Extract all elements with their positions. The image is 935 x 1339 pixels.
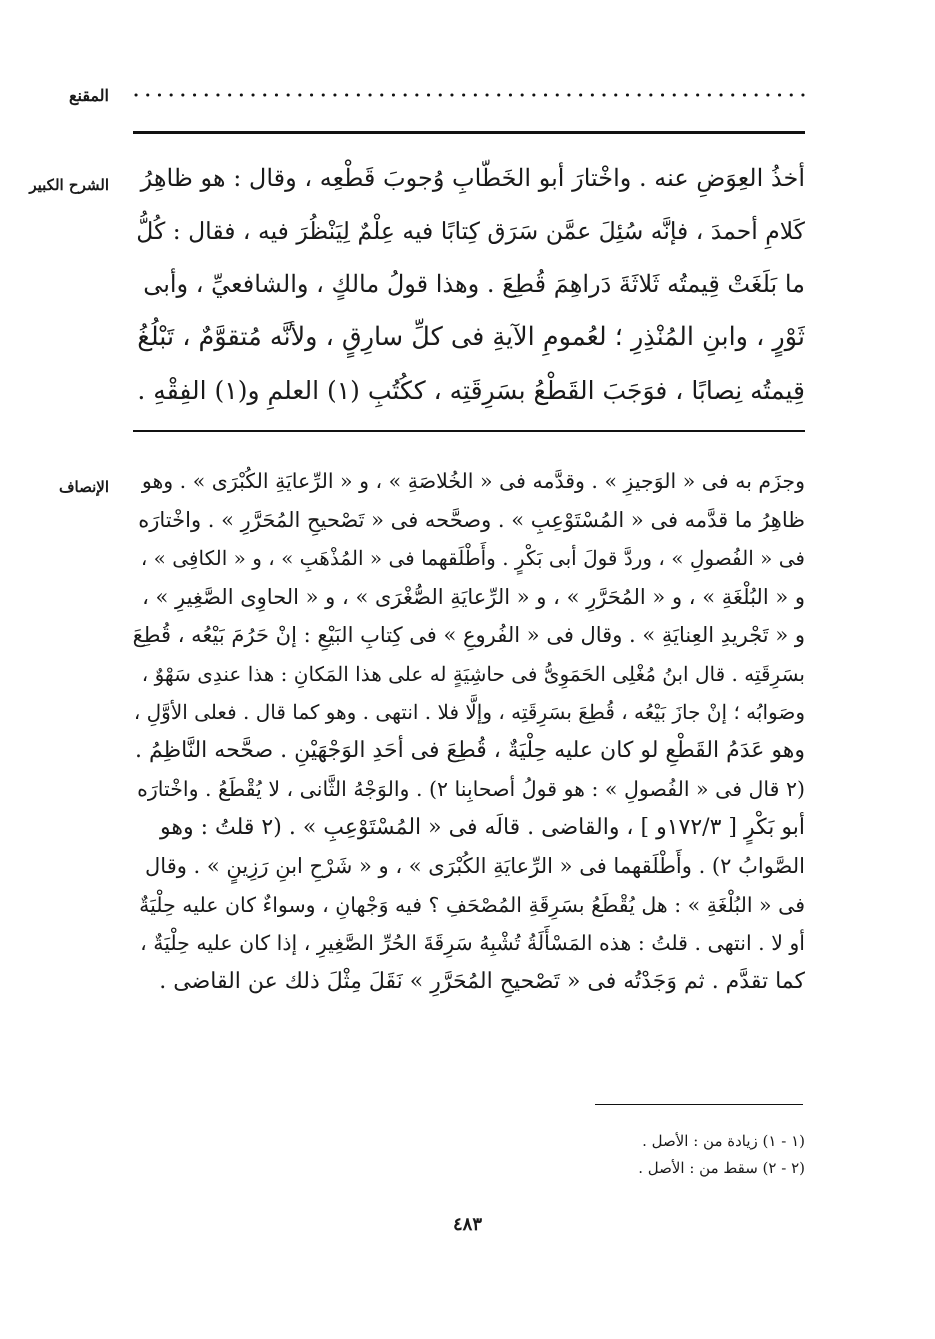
insaf-text-line: الصَّوابُ ٢) . وأَطْلَقهما فى « الرِّعايَةِ الكُبْرَى » ، و « شَرْحِ ابنِ رَزِينٍ » . وقال xyxy=(145,854,805,878)
insaf-text-line: و « البُلْغَةِ » ، و « المُحَرَّرِ » ، و « الرِّعايَةِ الصُّغْرَى » ، و « الحاوِى الصَّغِيرِ » ، xyxy=(142,584,805,609)
header-rule xyxy=(133,131,805,134)
insaf-text-line: وهو عَدَمُ القَطْعِ لو كان عليه حِلْيَةٌ ، قُطِعَ فى أحَدِ الوَجْهَيْنِ . صحَّحه النَّاظِمُ . xyxy=(134,737,805,763)
insaf-text-line: وصَوابُه ؛ إنْ جازَ بَيْعُه ، قُطِعَ بسَرِقَتِه ، وإلَّا فلا . انتهى . وهو كما قال . فعلى الأوَّلِ ، xyxy=(133,700,805,724)
main-text-line: ما بَلَغَتْ قِيمتُه ثَلاثَةَ دَراهِمَ قُطِعَ . وهذا قولُ مالكٍ ، والشافعيِّ ، وأبى xyxy=(143,270,805,298)
insaf-text-line: و « تَجْريدِ العِنايَةِ » . وقال فى « الفُروعِ » فى كِتابِ البَيْعِ : إنْ حَرُمَ بَيْعُه ، قُطِعَ xyxy=(133,623,805,647)
insaf-text-block xyxy=(133,462,805,1001)
insaf-text-line: ظاهِرُ ما قدَّمه فى « المُسْتَوْعِبِ » . وصحَّحه فى « تَصْحيحِ المُحَرَّرِ » . واخْتارَه xyxy=(138,507,805,532)
insaf-text-line: أو لا . انتهى . قلتُ : هذه المَسْأَلَةُ تُشْبِهُ سَرِقَةَ الحُرِّ الصَّغِيرِ ، إذا كان عليه حِلْيَةٌ ، xyxy=(140,931,805,955)
footnote: (١ - ١) زيادة من : الأصل . xyxy=(642,1132,805,1150)
main-text-line: أخذُ العِوَضِ عنه . واخْتارَ أبو الخَطّابِ وُجوبَ قَطْعِه ، وقال : هو ظاهِرُ xyxy=(140,164,805,192)
insaf-text-line: بسَرِقَتِه . قال ابنُ مُغْلِى الحَمَوِىُّ فى حاشِيَةٍ له على هذا المَكانِ : هذا عندِى سَهْوٌ ، xyxy=(141,661,805,686)
page-number: ٤٨٣ xyxy=(452,1214,482,1235)
insaf-text-line: فى « الفُصولِ » ، وردَّ قولَ أبى بَكْرٍ . وأَطْلَقهما فى « المُذْهَبِ » ، و « الكافِى » ، xyxy=(140,546,805,570)
section-divider xyxy=(133,430,805,432)
header-dotted-line xyxy=(133,91,805,99)
insaf-text-line: فى « البُلْغَةِ » : هل يُقْطَعُ بسَرِقَةِ المُصْحَفِ ؟ فيه وَجْهانِ ، وسواءٌ كان عليه حِلْيَةٌ xyxy=(139,892,805,917)
insaf-text-line: أبو بَكْرٍ [ ١٧٢/٣و ] ، والقاضى . قالَه فى « المُسْتَوْعِبِ » . (٢ قلتُ : وهو xyxy=(160,814,805,840)
section-label-insaf: الإنصاف xyxy=(58,478,109,496)
book-title: المقنع xyxy=(68,86,109,105)
main-text-line: ثَوْرٍ ، وابنِ المُنْذِرِ ؛ لعُمومِ الآيةِ فى كلِّ سارِقٍ ، ولأنَّه مُتقوَّمٌ ، تَبْلُغُ xyxy=(137,322,805,352)
section-label-sharh: الشرح الكبير xyxy=(29,176,109,194)
footnotes xyxy=(505,1128,805,1182)
insaf-text-line: كما تقدَّم . ثم وَجَدْتُه فى « تَصْحيحِ المُحَرَّرِ » نَقَلَ مِثْلَ ذلك عن القاضى . xyxy=(159,968,805,994)
main-text-line: قِيمتُه نِصابًا ، فوَجَبَ القَطْعُ بسَرِقَتِه ، ككُتُبِ (١) العلمِ و(١) الفِقْهِ . xyxy=(137,376,805,405)
insaf-text-line: (٢ قال فى « الفُصولِ » : هو قولُ أصحابِنا ٢) . والوَجْهُ الثَّانى ، لا يُقْطَعُ . واخْتارَه xyxy=(137,777,805,801)
footnote-rule xyxy=(595,1104,803,1105)
main-text-line: كَلامِ أحمدَ ، فإنَّه سُئِلَ عمَّن سَرَق كِتابًا فيه عِلْمٌ لِيَنْظُرَ فيه ، فقال : كُلُّ xyxy=(136,217,805,245)
main-text-block xyxy=(133,152,805,417)
insaf-text-line: وجزَم به فى « الوَجيزِ » . وقدَّمه فى « الخُلاصَةِ » ، و « الرِّعايَةِ الكُبْرَى » . وهو xyxy=(141,469,805,493)
footnote: (٢ - ٢) سقط من : الأصل . xyxy=(638,1159,805,1177)
